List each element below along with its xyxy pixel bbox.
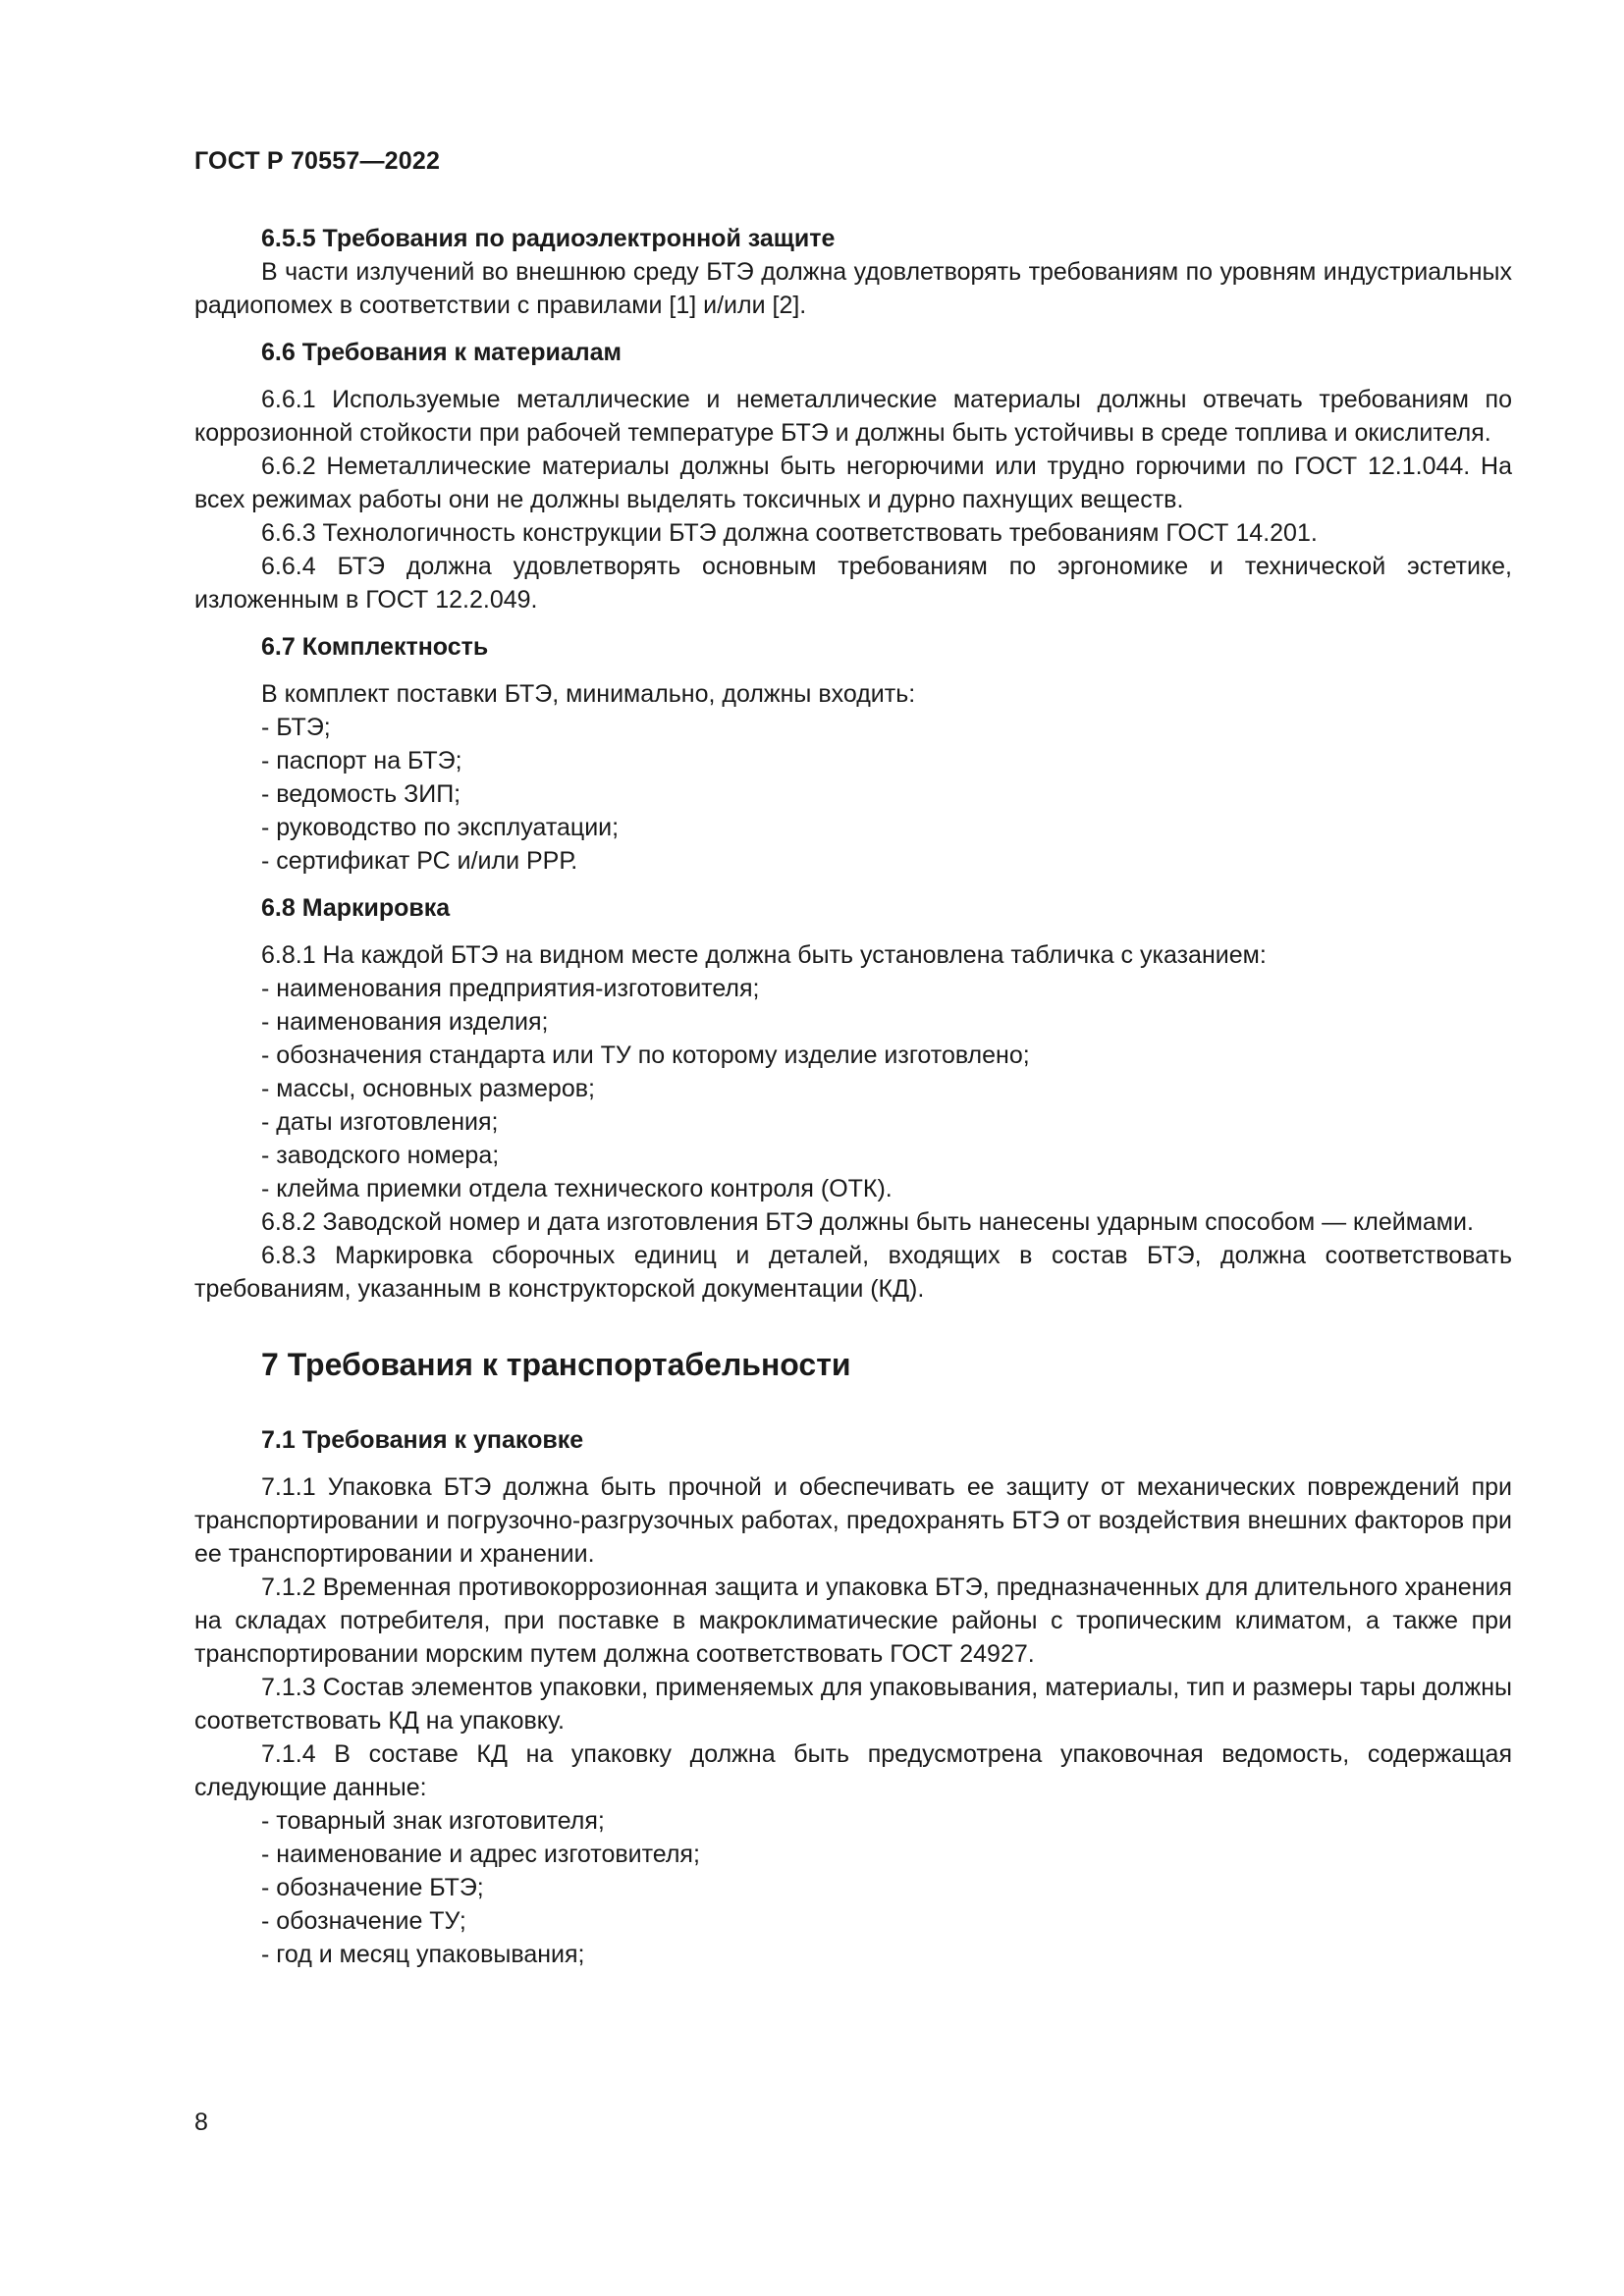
section-6-6-2-paragraph: 6.6.2 Неметаллические материалы должны быть негорючими или трудно горючими по ГОСТ 12.1.044. На всех режимах работы они не должны выделять токсичных и дурно пахнущих веществ. <box>194 453 1512 513</box>
section-7-1-2-paragraph: 7.1.2 Временная противокоррозионная защита и упаковка БТЭ, предназначенных для длительного хранения на складах потребителя, при поставке в макроклиматические районы с тропическим климатом, а также при транспортировании морским путем должна соответствовать ГОСТ 24927. <box>194 1574 1512 1668</box>
section-7-1-4-paragraph: 7.1.4 В составе КД на упаковку должна быть предусмотрена упаковочная ведомость, содержащая следующие данные: <box>194 1740 1512 1801</box>
list-item: - наименования изделия; <box>261 1008 549 1036</box>
list-item: - клейма приемки отдела технического контроля (ОТК). <box>261 1175 893 1202</box>
list-item: - год и месяц упаковывания; <box>261 1941 585 1968</box>
section-6-8-2-paragraph: 6.8.2 Заводской номер и дата изготовления БТЭ должны быть нанесены ударным способом — клеймами. <box>261 1208 1474 1236</box>
list-item: - даты изготовления; <box>261 1108 499 1136</box>
list-item: - заводского номера; <box>261 1142 500 1169</box>
section-6-5-5-paragraph: В части излучений во внешнюю среду БТЭ должна удовлетворять требованиям по уровням индустриальных радиопомех в соответствии с правилами [1] и/или [2]. <box>194 258 1512 319</box>
section-6-5-5-title: 6.5.5 Требования по радиоэлектронной защите <box>261 225 836 252</box>
list-item: - наименование и адрес изготовителя; <box>261 1841 700 1868</box>
list-item: - ведомость ЗИП; <box>261 780 461 808</box>
list-item: - обозначения стандарта или ТУ по которому изделие изготовлено; <box>261 1041 1030 1069</box>
section-7-1-3-paragraph: 7.1.3 Состав элементов упаковки, применяемых для упаковывания, материалы, тип и размеры тары должны соответствовать КД на упаковку. <box>194 1674 1512 1735</box>
list-item: - БТЭ; <box>261 714 331 741</box>
section-6-7-intro: В комплект поставки БТЭ, минимально, должны входить: <box>261 680 916 708</box>
section-6-8-3-paragraph: 6.8.3 Маркировка сборочных единиц и деталей, входящих в состав БТЭ, должна соответствовать требованиям, указанным в конструкторской документации (КД). <box>194 1242 1512 1303</box>
document-header: ГОСТ Р 70557—2022 <box>194 147 441 175</box>
section-6-6-3-paragraph: 6.6.3 Технологичность конструкции БТЭ должна соответствовать требованиям ГОСТ 14.201. <box>261 519 1318 547</box>
list-item: - паспорт на БТЭ; <box>261 747 462 774</box>
list-item: - массы, основных размеров; <box>261 1075 595 1102</box>
list-item: - обозначение ТУ; <box>261 1907 466 1935</box>
list-item: - наименования предприятия-изготовителя; <box>261 975 760 1002</box>
document-body <box>194 222 1512 1971</box>
section-6-7-title: 6.7 Комплектность <box>261 633 489 661</box>
list-item: - товарный знак изготовителя; <box>261 1807 605 1835</box>
section-6-6-title: 6.6 Требования к материалам <box>261 339 623 366</box>
list-item: - руководство по эксплуатации; <box>261 814 620 841</box>
section-7-1-title: 7.1 Требования к упаковке <box>261 1426 584 1454</box>
list-item: - сертификат РС и/или РРР. <box>261 847 578 875</box>
section-7-title: 7 Требования к транспортабельности <box>261 1347 851 1382</box>
section-7-1-1-paragraph: 7.1.1 Упаковка БТЭ должна быть прочной и обеспечивать ее защиту от механических повреждений при транспортировании и погрузочно-разгрузочных работах, предохранять БТЭ от воздействия внешних факторов при ее транспортировании и хранении. <box>194 1473 1512 1568</box>
section-6-8-title: 6.8 Маркировка <box>261 894 451 922</box>
section-6-6-1-paragraph: 6.6.1 Используемые металлические и неметаллические материалы должны отвечать требованиям по коррозионной стойкости при рабочей температуре БТЭ и должны быть устойчивы в среде топлива и окислителя. <box>194 386 1512 447</box>
page-number: 8 <box>194 2109 208 2136</box>
list-item: - обозначение БТЭ; <box>261 1874 484 1901</box>
section-6-6-4-paragraph: 6.6.4 БТЭ должна удовлетворять основным требованиям по эргономике и технической эстетике, изложенным в ГОСТ 12.2.049. <box>194 553 1512 614</box>
section-6-8-1-intro: 6.8.1 На каждой БТЭ на видном месте должна быть установлена табличка с указанием: <box>261 941 1267 969</box>
